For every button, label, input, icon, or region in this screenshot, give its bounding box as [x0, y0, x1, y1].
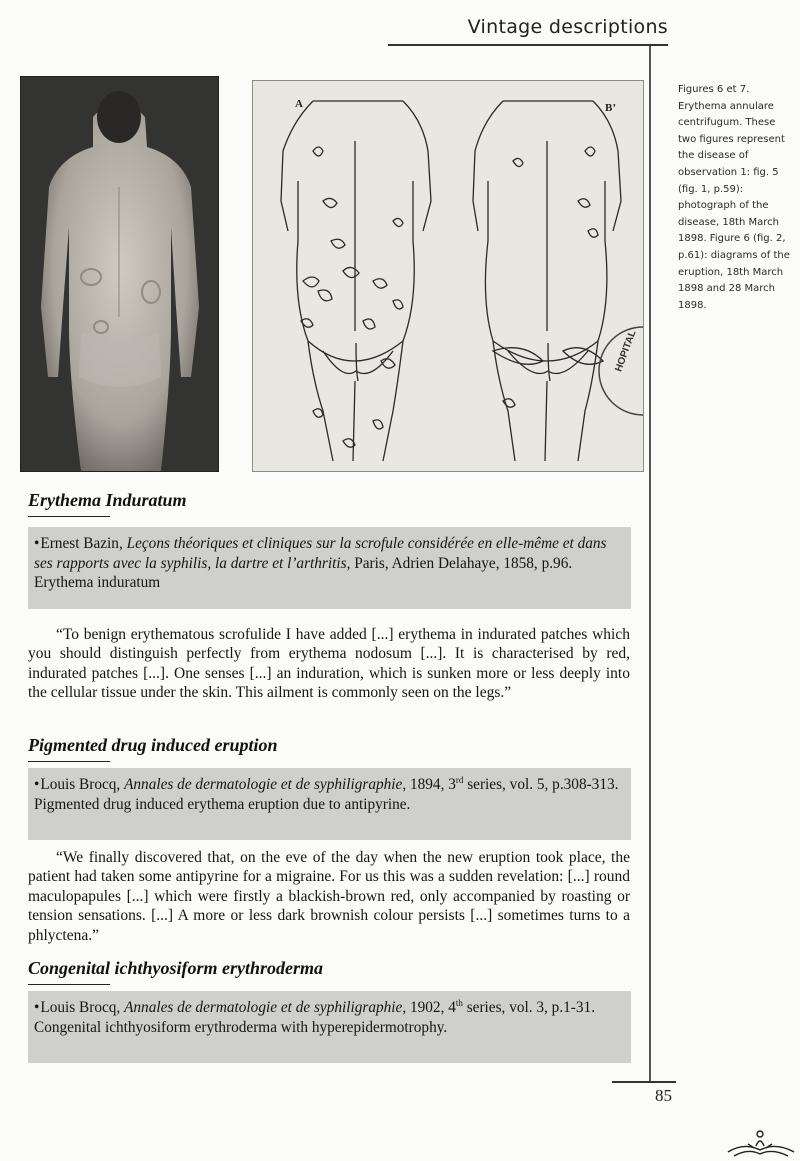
- ref-year: , 1894, 3: [402, 776, 456, 793]
- show-through-text: [660, 330, 663, 342]
- ref-author: Ernest Bazin,: [40, 535, 127, 552]
- ref-description: Congenital ichthyosiform erythroderma with hyperepidermotrophy.: [34, 1018, 448, 1036]
- quote-text: “To benign erythematous scrofulide I have added [...] erythema in indurated patches which you should distinguish perfectly from erythema nodosum [...]. It is characterised by red, indurated patches [...]. One senses [...] an induration, which is sunken more or less deeply into the cellular tissue under the skin. This ailment is commonly seen on the legs.”: [28, 626, 630, 702]
- heading-underline: [28, 516, 110, 517]
- diagram-label-a: A: [295, 98, 303, 110]
- eruption-diagram: [252, 80, 644, 472]
- heading-underline: [28, 984, 110, 985]
- quote-text: “We finally discovered that, on the eve of the day when the new eruption took place, the patient had taken some antipyrine for a migraine. For us this was a sudden revelation: [...] round maculopapules [...] which were firstly a blackish-brown red, only accompanied by roasting or tension sensations. [...] A more or less dark brownish colour persists [...] sometimes turns to a phlyctena.”: [28, 849, 630, 944]
- heading-underline: [28, 761, 110, 762]
- publisher-ornament-icon: [726, 1128, 796, 1158]
- ref-author: Louis Brocq,: [40, 776, 125, 793]
- photo-figure: [21, 77, 218, 471]
- ref-volume: series, vol. 5, p.308-313.: [463, 776, 619, 793]
- reference-box: •Louis Brocq, Annales de dermatologie et de syphiligraphie, 1894, 3rd series, vol. 5, p.308-313. Pigmented drug induced erythema eruption due to antipyrine.: [28, 768, 631, 840]
- ref-ordinal: th: [455, 998, 463, 1008]
- footer-rule: [612, 1081, 676, 1083]
- figure-caption: Figures 6 et 7. Erythema annulare centrifugum. These two figures represent the disease of observation 1: fig. 5 (fig. 1, p.59): photograph of the disease, 18th March 1898. Figure 6 (fig. 2, p.61): diagrams of the eruption, 18th March 1898 and 28 March 1898.: [678, 84, 790, 311]
- ref-title: Leçons théoriques et cliniques sur la scrofule considérée en elle-même et dans ses rapports avec la syphilis, la dartre et l’arthritis: [34, 535, 607, 572]
- ref-publisher: , Paris, Adrien Delahaye, 1858, p.96.: [346, 554, 573, 572]
- ref-title: Annales de dermatologie et de syphiligraphie: [124, 776, 403, 793]
- diagram-drawing: [253, 81, 643, 471]
- section-heading-pigmented-drug-eruption: Pigmented drug induced eruption: [28, 735, 278, 755]
- page-number: 85: [655, 1086, 672, 1105]
- section-heading-congenital-ichthyosiform: Congenital ichthyosiform erythroderma: [28, 958, 324, 978]
- ref-author: Louis Brocq,: [40, 999, 125, 1016]
- ref-ordinal: rd: [455, 775, 464, 785]
- header-rule: [388, 44, 668, 46]
- column-divider: [649, 46, 651, 1082]
- ref-title: Annales de dermatologie et de syphiligraphie: [124, 999, 403, 1016]
- hospital-stamp: HOPITAL: [613, 328, 639, 374]
- ref-description: Pigmented drug induced erythema eruption due to antipyrine.: [34, 795, 411, 813]
- ref-year: , 1902, 4: [402, 999, 456, 1016]
- photograph-back-view: [20, 76, 219, 472]
- section-heading-erythema-induratum: Erythema Induratum: [28, 490, 187, 510]
- ref-volume: series, vol. 3, p.1-31.: [462, 999, 596, 1016]
- diagram-label-b: B’: [605, 102, 616, 114]
- running-title: Vintage descriptions: [467, 16, 668, 38]
- reference-box: •Louis Brocq, Annales de dermatologie et de syphiligraphie, 1902, 4th series, vol. 3, p.1-31. Congenital ichthyosiform erythroderma with hyperepidermotrophy.: [28, 991, 631, 1063]
- reference-box: •Ernest Bazin, Leçons théoriques et cliniques sur la scrofule considérée en elle-même et dans ses rapports avec la syphilis, la dartre et l’arthritis, Paris, Adrien Delahaye, 1858, p.96. Erythema induratum: [28, 527, 631, 609]
- ref-description: Erythema induratum: [34, 574, 161, 591]
